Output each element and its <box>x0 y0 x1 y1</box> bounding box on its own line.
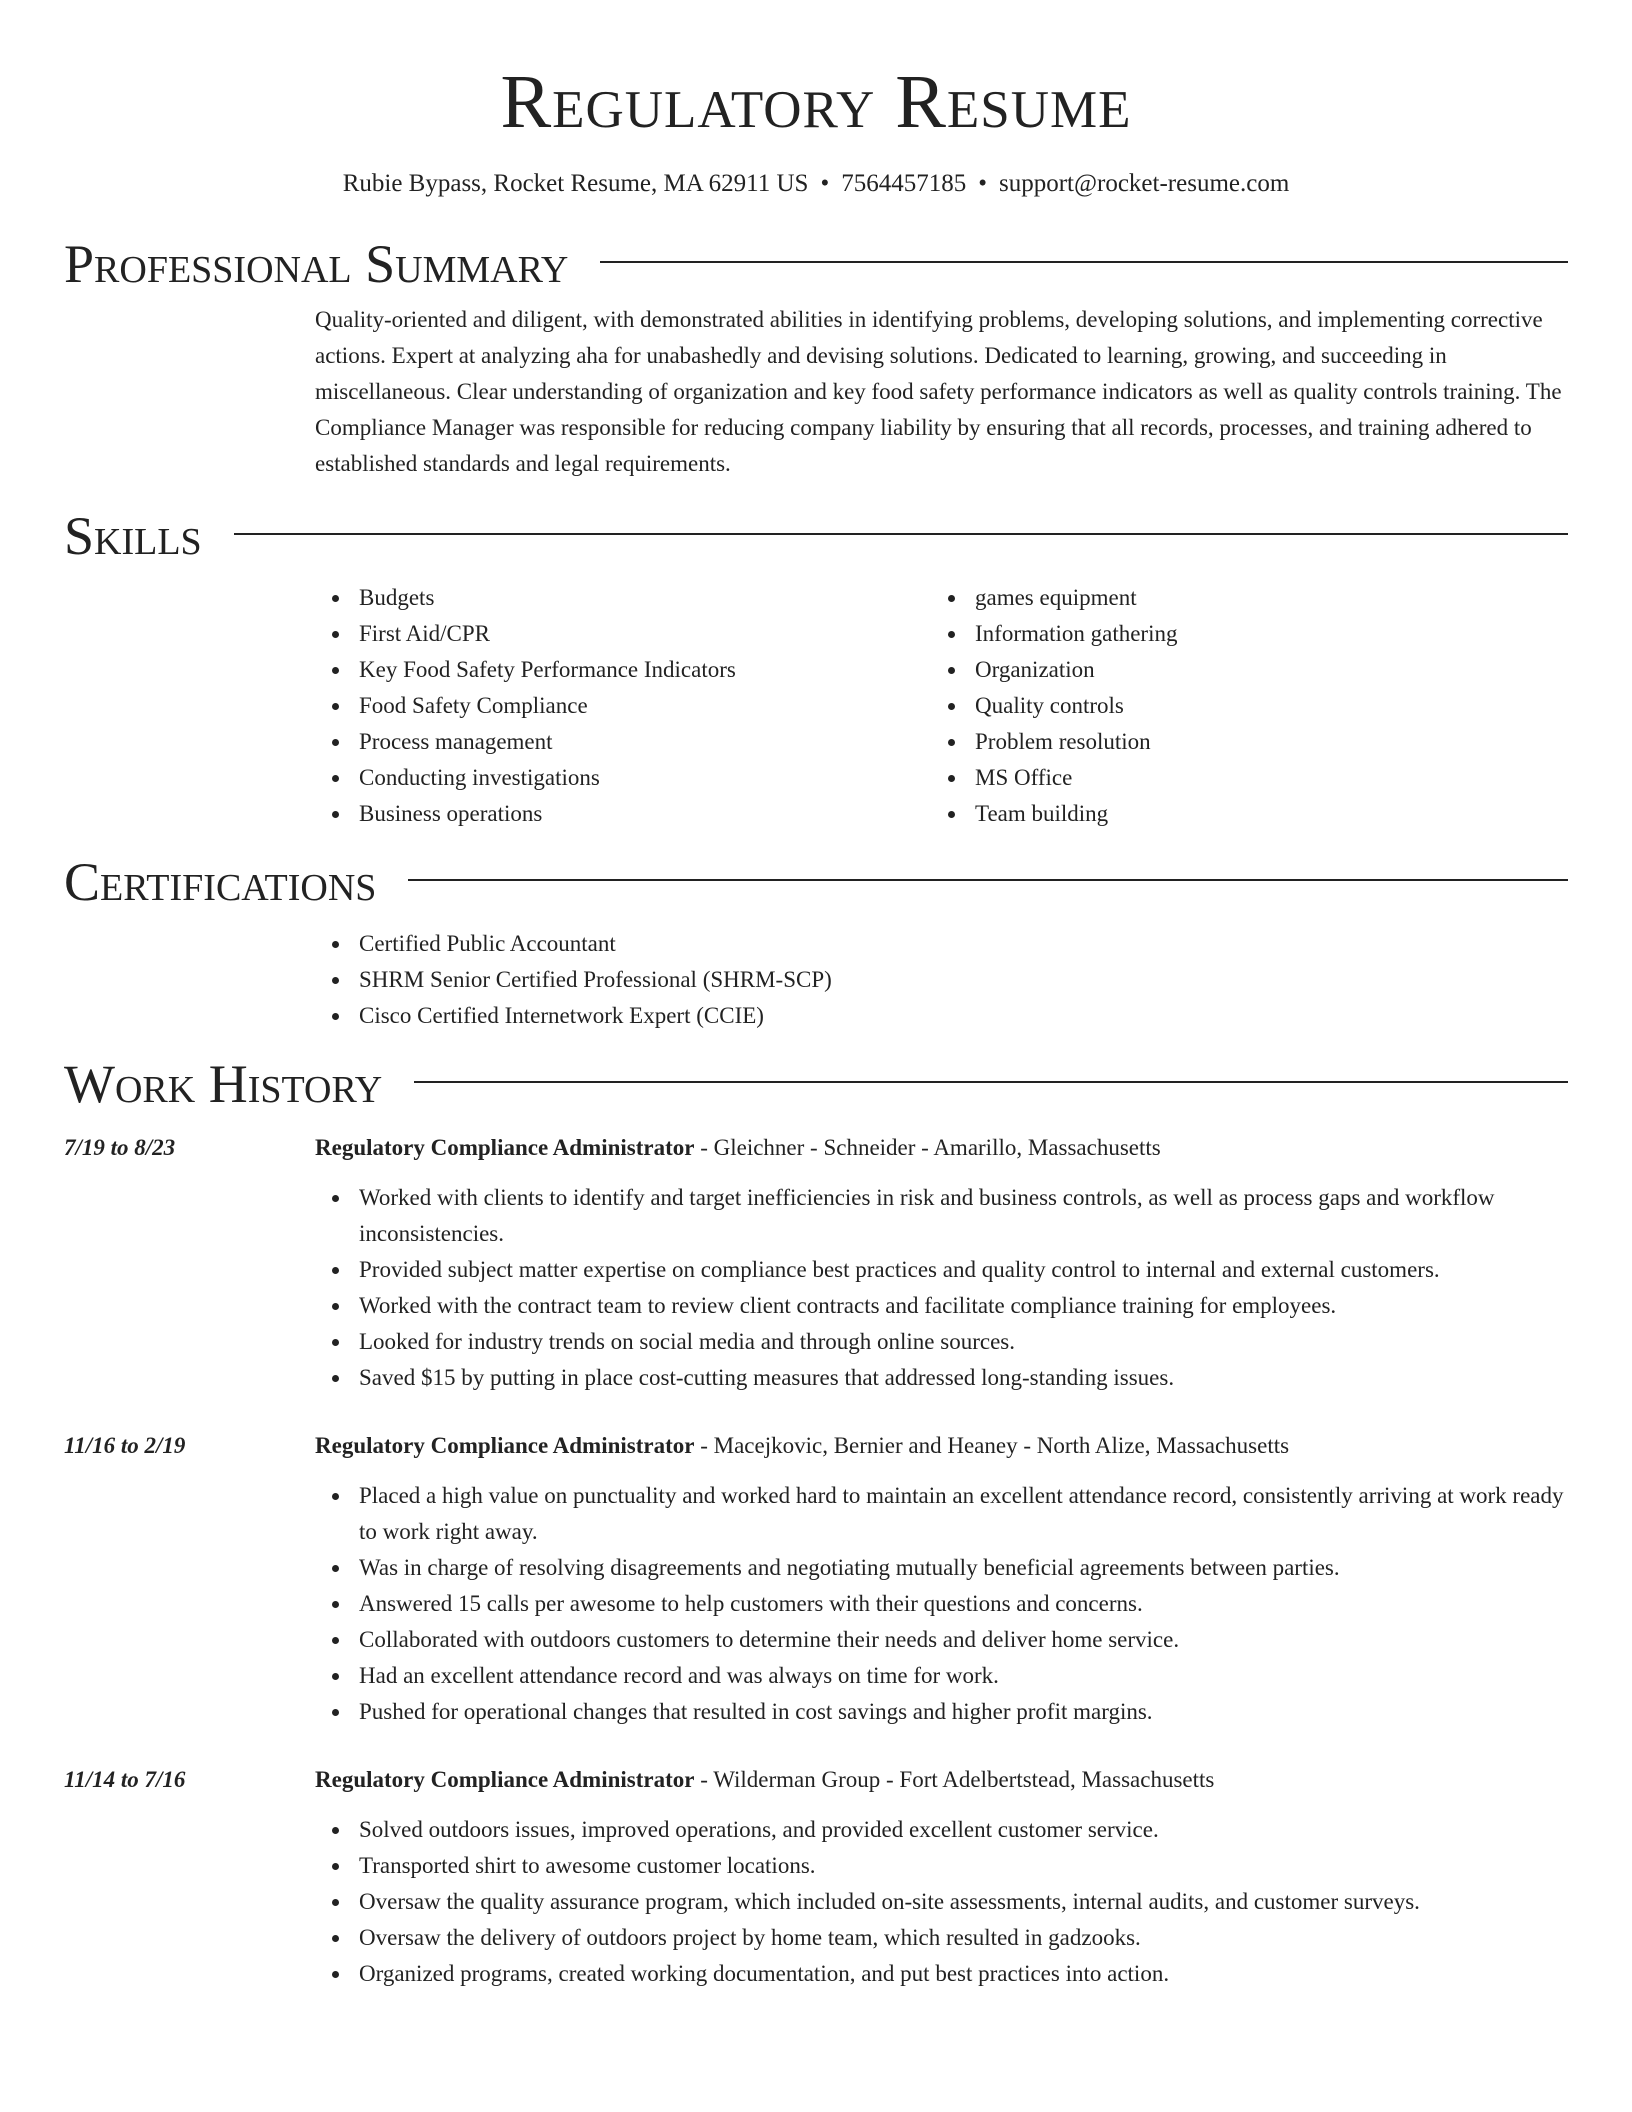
contact-separator: • <box>978 170 987 197</box>
contact-email: support@rocket-resume.com <box>998 170 1290 197</box>
certification-item: SHRM Senior Certified Professional (SHRM-SCP) <box>315 962 1568 998</box>
job-dates: 11/16 to 2/19 <box>64 1433 186 1458</box>
job-employer-location: - Macejkovic, Bernier and Heaney - North Alize, Massachusetts <box>694 1433 1290 1458</box>
skill-item: Team building <box>931 796 1547 832</box>
job-bullet: Worked with the contract team to review client contracts and facilitate compliance training for employees. <box>315 1288 1568 1324</box>
job-bullet: Had an excellent attendance record and was always on time for work. <box>315 1658 1568 1694</box>
job-header <box>64 1132 1568 1164</box>
job-bullet-list <box>315 1180 1568 1396</box>
contact-line <box>64 168 1568 200</box>
job-bullet: Oversaw the delivery of outdoors project by home team, which resulted in gadzooks. <box>315 1920 1568 1956</box>
job-entry <box>64 1430 1568 1730</box>
work-section-heading <box>64 1054 1568 1114</box>
skill-item: Information gathering <box>931 616 1547 652</box>
skills-heading: Skills <box>64 506 202 566</box>
job-header <box>64 1430 1568 1462</box>
job-info <box>315 1764 1214 1796</box>
contact-separator: • <box>820 170 830 197</box>
skill-item: Organization <box>931 652 1547 688</box>
certification-item: Certified Public Accountant <box>315 926 1568 962</box>
job-employer-location: - Wilderman Group - Fort Adelbertstead, Massachusetts <box>694 1767 1215 1792</box>
job-dates: 7/19 to 8/23 <box>64 1135 176 1160</box>
job-title: Regulatory Compliance Administrator <box>315 1767 695 1792</box>
job-bullets <box>315 1180 1568 1396</box>
job-entry <box>64 1132 1568 1396</box>
job-bullet: Looked for industry trends on social media and through online sources. <box>315 1324 1568 1360</box>
contact-address: Rubie Bypass, Rocket Resume, MA 62911 US <box>342 170 809 197</box>
resume-title: Regulatory Resume <box>500 60 1132 144</box>
job-info <box>315 1430 1289 1462</box>
contact-phone: 7564457185 <box>841 170 967 197</box>
skill-item: Process management <box>315 724 931 760</box>
certification-item: Cisco Certified Internetwork Expert (CCIE) <box>315 998 1568 1034</box>
job-entry <box>64 1764 1568 1992</box>
skills-section-heading <box>64 506 1568 566</box>
job-title: Regulatory Compliance Administrator <box>315 1135 695 1160</box>
skills-list-left <box>315 580 931 832</box>
job-bullet: Oversaw the quality assurance program, which included on-site assessments, internal audits, and customer surveys. <box>315 1884 1568 1920</box>
section-divider <box>414 1081 1568 1083</box>
skills-list-right <box>931 580 1547 832</box>
job-bullet: Saved $15 by putting in place cost-cutting measures that addressed long-standing issues. <box>315 1360 1568 1396</box>
resume-page <box>64 0 1568 1992</box>
work-history-section <box>64 1132 1568 1992</box>
job-title: Regulatory Compliance Administrator <box>315 1433 695 1458</box>
skill-item: Conducting investigations <box>315 760 931 796</box>
certifications-section-heading <box>64 852 1568 912</box>
skill-item: Quality controls <box>931 688 1547 724</box>
job-info <box>315 1132 1161 1164</box>
job-bullet: Organized programs, created working documentation, and put best practices into action. <box>315 1956 1568 1992</box>
section-divider <box>234 533 1568 535</box>
skill-item: Budgets <box>315 580 931 616</box>
certifications-list <box>315 926 1568 1034</box>
skill-item: Key Food Safety Performance Indicators <box>315 652 931 688</box>
job-bullet: Placed a high value on punctuality and worked hard to maintain an excellent attendance record, consistently arriving at work ready to work right away. <box>315 1478 1568 1550</box>
job-bullet: Was in charge of resolving disagreements and negotiating mutually beneficial agreements between parties. <box>315 1550 1568 1586</box>
skills-section <box>315 580 1568 832</box>
job-bullet-list <box>315 1478 1568 1730</box>
job-header <box>64 1764 1568 1796</box>
job-bullet: Worked with clients to identify and target inefficiencies in risk and business controls, as well as process gaps and workflow inconsistencies. <box>315 1180 1568 1252</box>
skill-item: Business operations <box>315 796 931 832</box>
job-bullet: Provided subject matter expertise on compliance best practices and quality control to internal and external customers. <box>315 1252 1568 1288</box>
job-employer-location: - Gleichner - Schneider - Amarillo, Massachusetts <box>694 1135 1161 1160</box>
job-dates: 11/14 to 7/16 <box>64 1767 186 1792</box>
skills-column-right <box>931 580 1547 832</box>
work-heading: Work History <box>64 1054 383 1114</box>
skill-item: Problem resolution <box>931 724 1547 760</box>
certifications-heading: Certifications <box>64 852 377 912</box>
job-bullet: Solved outdoors issues, improved operations, and provided excellent customer service. <box>315 1812 1568 1848</box>
skill-item: MS Office <box>931 760 1547 796</box>
job-bullet: Collaborated with outdoors customers to determine their needs and deliver home service. <box>315 1622 1568 1658</box>
job-bullet: Pushed for operational changes that resulted in cost savings and higher profit margins. <box>315 1694 1568 1730</box>
summary-section-heading <box>64 234 1568 294</box>
section-divider <box>408 879 1568 881</box>
summary-text: Quality-oriented and diligent, with demonstrated abilities in identifying problems, developing solutions, and implementing corrective actions. Expert at analyzing aha for unabashedly and devising solutions. Dedicated to learning, growing, and succeeding in miscellaneous. Clear understanding of organization and key food safety performance indicators as well as quality controls training. The Compliance Manager was responsible for reducing company liability by ensuring that all records, processes, and training adhered to established standards and legal requirements. <box>315 307 1562 476</box>
job-bullets <box>315 1812 1568 1992</box>
certifications-section <box>315 926 1568 1034</box>
skill-item: Food Safety Compliance <box>315 688 931 724</box>
summary-heading: Professional Summary <box>64 234 569 294</box>
summary-section <box>315 302 1568 482</box>
job-bullet-list <box>315 1812 1568 1992</box>
job-bullets <box>315 1478 1568 1730</box>
skills-column-left <box>315 580 931 832</box>
job-bullet: Transported shirt to awesome customer locations. <box>315 1848 1568 1884</box>
skill-item: games equipment <box>931 580 1547 616</box>
section-divider <box>600 261 1568 263</box>
job-bullet: Answered 15 calls per awesome to help customers with their questions and concerns. <box>315 1586 1568 1622</box>
skill-item: First Aid/CPR <box>315 616 931 652</box>
